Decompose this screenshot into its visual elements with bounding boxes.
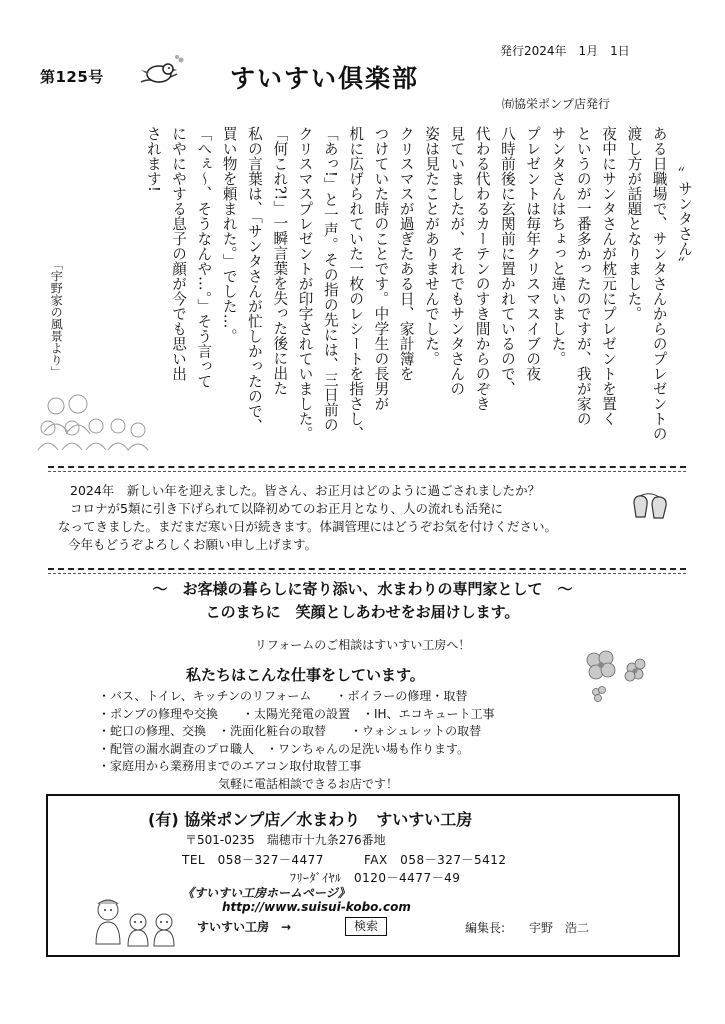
section-divider <box>48 568 686 570</box>
slogan-line: ～ お客様の暮らしに寄り添い、水まわりの専門家として ～ <box>152 580 573 598</box>
essay-line: クリスマスが過ぎたある日、家計簿を <box>397 126 415 381</box>
essay-line: されます! <box>144 126 162 193</box>
flowers-illustration <box>580 646 660 704</box>
handwritten-essay <box>144 126 697 446</box>
essay-line: 代わる代わるカーテンのすき間からのぞき <box>473 126 491 411</box>
essay-line: 私の言葉は、「サンタさんが忙しかったので、 <box>245 126 263 434</box>
mittens-icon <box>630 493 670 523</box>
free-dial[interactable]: ﾌﾘｰﾀﾞｲﾔﾙ 0120－4477－49 <box>290 871 461 885</box>
section-divider <box>48 466 686 468</box>
company-address: 〒501-0235 瑞穂市十九条276番地 <box>185 833 386 847</box>
essay-title: 〟サンタさん〟 <box>676 166 693 271</box>
essay-line: 「へぇ～、そうなんや…。」そう言って <box>195 126 213 389</box>
greeting-line: コロナが5類に引き下げられて以降初めてのお正月となり、人の流れも活発に <box>70 501 503 516</box>
greeting-line: 2024年 新しい年を迎えました。皆さん、お正月はどのように過ごされましたか？ <box>70 483 541 498</box>
service-item: ・バス、トイレ、キッチンのリフォーム ・ボイラーの修理・取替 <box>98 689 468 703</box>
service-item: ・配管の漏水調査のプロ職人 ・ワンちゃんの足洗い場も作ります。 <box>98 741 470 756</box>
essay-line: つけていた時のことです。中学生の長男が <box>372 126 390 411</box>
essay-line: 八時前後に玄関前に置かれているので、 <box>498 126 516 396</box>
essay-line: 渡し方が話題となりました。 <box>625 126 643 321</box>
essay-line: 机に広げられていた一枚のレシートを指さし、 <box>347 126 365 441</box>
essay-line: にやにやする息子の顔が今でも思い出 <box>170 126 188 381</box>
essay-line: 「あっ!」と一声。その指の先には、三日前の <box>321 126 339 433</box>
service-item: ・蛇口の修理、交換 ・洗面化粧台の取替 ・ウォシュレットの取替 <box>98 724 482 738</box>
section-divider <box>48 471 686 472</box>
essay-line: クリスマスプレゼントが印字されていました。 <box>296 126 314 441</box>
mascot-characters-illustration <box>88 896 186 948</box>
essay-line: 姿は見たことがありませんでした。 <box>423 126 441 366</box>
essay-line: 買い物を頼まれた。」でした…。 <box>220 126 238 344</box>
section-divider <box>48 573 686 574</box>
editor-label: 編集長: <box>465 921 506 935</box>
editor-name: 宇野 浩二 <box>529 921 590 935</box>
greeting-line: なってきました。まだまだ寒い日が続きます。体調管理にはどうぞお気を付けください。 <box>58 519 558 534</box>
essay-line: 「何これ?!」一瞬言葉を失った後に出た <box>271 126 289 396</box>
service-item: 気軽に電話相談できるお店です！ <box>98 776 399 791</box>
bird-illustration <box>137 52 187 96</box>
service-item: ・家庭用から業務用までのエアコン取付取替工事 <box>98 759 362 773</box>
editor-credit <box>465 919 589 936</box>
family-sketch-illustration <box>34 392 152 452</box>
homepage-label: 《すいすい工房ホームページ》 <box>182 886 350 900</box>
services-heading: 私たちはこんな仕事をしています。 <box>186 666 425 684</box>
essay-line: というのが一番多かったのですが、我が家の <box>574 126 592 426</box>
publisher: ㈲協栄ポンプ店発行 <box>502 97 611 111</box>
issue-date: 発行2024年 1月 1日 <box>500 44 630 58</box>
essay-line: プレゼントは毎年クリスマスイブの夜 <box>524 126 542 381</box>
essay-line: 見ていましたが、それでもサンタさんの <box>448 126 466 396</box>
services-list <box>98 688 495 793</box>
search-prompt: すいすい工房 → <box>197 920 292 934</box>
greeting-line: 今年もどうぞよろしくお願い申し上げます。 <box>68 537 318 552</box>
homepage-url[interactable]: http://www.suisui-kobo.com <box>222 900 411 914</box>
search-button[interactable]: 検索 <box>345 917 387 936</box>
reform-notice: リフォームのご相談はすいすい工房へ！ <box>254 638 471 652</box>
photo-caption: 「宇野家の風景より」 <box>49 258 64 378</box>
company-name: (有) 協栄ポンプ店／水まわり すいすい工房 <box>148 810 473 829</box>
new-year-greeting <box>58 482 618 554</box>
essay-line: サンタさんはちょっと違いました。 <box>549 126 567 366</box>
service-item: ・ポンプの修理や交換 ・太陽光発電の設置 ・IH、エコキュート工事 <box>98 706 495 721</box>
issue-number: 第125号 <box>40 68 104 86</box>
essay-line: ある日職場で、サンタさんからのプレゼントの <box>650 126 668 441</box>
essay-line: 夜中にサンタさんが枕元にプレゼントを置く <box>600 126 618 426</box>
fax-number: FAX 058－327－5412 <box>363 853 507 867</box>
newsletter-title: すいすい倶楽部 <box>230 64 420 93</box>
slogan-line: このまちに 笑顔としあわせをお届けします。 <box>205 603 520 621</box>
company-phone-fax <box>182 851 507 868</box>
phone-number[interactable]: TEL 058－327－4477 <box>182 853 324 867</box>
